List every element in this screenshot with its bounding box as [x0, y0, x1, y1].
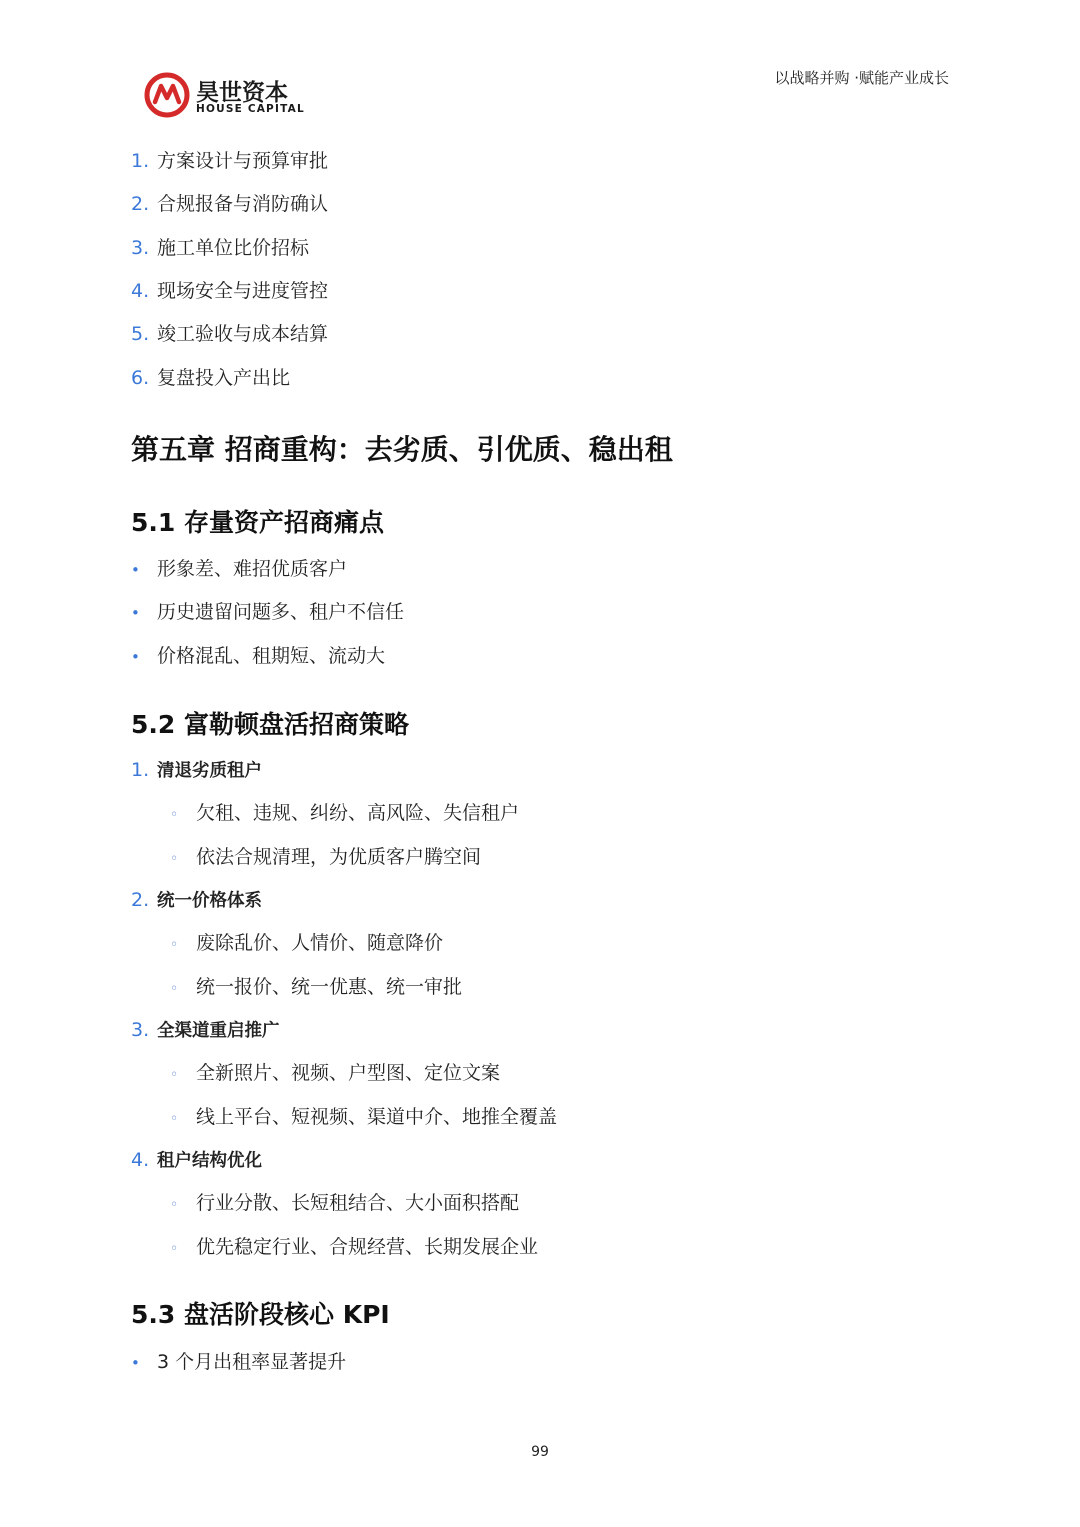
- list-item: [131, 235, 309, 261]
- section-heading-5-3: 5.3 盘活阶段核心 KPI: [131, 1300, 390, 1329]
- page-number: 99: [531, 1444, 549, 1460]
- list-number: 3.: [131, 1019, 150, 1041]
- strategy-item: [131, 887, 262, 914]
- bullet-icon: •: [131, 604, 140, 622]
- list-number: 3.: [131, 237, 150, 259]
- sub-item: [170, 1190, 519, 1218]
- sub-item-text: 线上平台、短视频、渠道中介、地推全覆盖: [196, 1106, 558, 1128]
- circle-bullet-icon: ◦: [170, 1241, 179, 1257]
- list-number: 5.: [131, 323, 150, 345]
- list-number: 4.: [131, 1149, 150, 1171]
- strategy-item: [131, 1147, 262, 1174]
- sub-item-text: 全新照片、视频、户型图、定位文案: [196, 1062, 501, 1084]
- list-item-text: 方案设计与预算审批: [157, 150, 329, 172]
- list-item-text: 合规报备与消防确认: [157, 193, 329, 215]
- sub-item-text: 废除乱价、人情价、随意降价: [196, 932, 444, 954]
- list-number: 4.: [131, 280, 150, 302]
- list-item: [131, 321, 328, 347]
- circle-bullet-icon: ◦: [170, 1197, 179, 1213]
- bullet-text: 价格混乱、租期短、流动大: [157, 645, 386, 667]
- list-number: 1.: [131, 150, 150, 172]
- circle-bullet-icon: ◦: [170, 1067, 179, 1083]
- section-heading-5-2: 5.2 富勒顿盘活招商策略: [131, 710, 409, 739]
- circle-bullet-icon: ◦: [170, 807, 179, 823]
- header-tagline: 以战略并购 ·赋能产业成长: [774, 69, 949, 87]
- strategy-title: 统一价格体系: [157, 891, 262, 911]
- sub-item-text: 优先稳定行业、合规经营、长期发展企业: [196, 1236, 539, 1258]
- circle-bullet-icon: ◦: [170, 937, 179, 953]
- list-item-text: 复盘投入产出比: [157, 367, 291, 389]
- strategy-title: 租户结构优化: [157, 1151, 262, 1171]
- logo-mark-icon: [144, 72, 190, 118]
- sub-item: [170, 930, 443, 958]
- circle-bullet-icon: ◦: [170, 981, 179, 997]
- strategy-title: 全渠道重启推广: [157, 1021, 280, 1041]
- list-number: 6.: [131, 367, 150, 389]
- logo-english-name: HOUSE CAPITAL: [196, 103, 305, 115]
- list-item: [131, 191, 328, 217]
- section-heading-5-1: 5.1 存量资产招商痛点: [131, 508, 384, 537]
- list-number: 1.: [131, 759, 150, 781]
- list-item: [131, 278, 328, 304]
- sub-item-text: 行业分散、长短租结合、大小面积搭配: [196, 1192, 520, 1214]
- strategy-item: [131, 1017, 280, 1044]
- sub-item: [170, 1060, 500, 1088]
- list-item: [131, 365, 290, 391]
- bullet-item: [131, 556, 347, 583]
- list-number: 2.: [131, 889, 150, 911]
- bullet-text: 3 个月出租率显著提升: [157, 1351, 347, 1373]
- sub-item: [170, 1104, 557, 1132]
- sub-item-text: 统一报价、统一优惠、统一审批: [196, 976, 463, 998]
- bullet-icon: •: [131, 1354, 140, 1372]
- bullet-item: [131, 599, 404, 626]
- bullet-item: [131, 1349, 346, 1376]
- bullet-icon: •: [131, 648, 140, 666]
- company-logo: [144, 72, 314, 122]
- sub-item-text: 欠租、违规、纠纷、高风险、失信租户: [196, 802, 520, 824]
- bullet-item: [131, 643, 385, 670]
- logo-chinese-name: 昊世资本: [196, 80, 288, 106]
- sub-item-text: 依法合规清理，为优质客户腾空间: [196, 846, 482, 868]
- list-item: [131, 148, 328, 174]
- circle-bullet-icon: ◦: [170, 851, 179, 867]
- bullet-text: 历史遗留问题多、租户不信任: [157, 601, 405, 623]
- list-number: 2.: [131, 193, 150, 215]
- circle-bullet-icon: ◦: [170, 1111, 179, 1127]
- list-item-text: 现场安全与进度管控: [157, 280, 329, 302]
- chapter-title: 第五章 招商重构：去劣质、引优质、稳出租: [131, 433, 673, 466]
- bullet-text: 形象差、难招优质客户: [157, 558, 348, 580]
- sub-item: [170, 974, 462, 1002]
- sub-item: [170, 844, 481, 872]
- sub-item: [170, 800, 519, 828]
- strategy-title: 清退劣质租户: [157, 761, 262, 781]
- strategy-item: [131, 757, 262, 784]
- list-item-text: 施工单位比价招标: [157, 237, 310, 259]
- bullet-icon: •: [131, 561, 140, 579]
- list-item-text: 竣工验收与成本结算: [157, 323, 329, 345]
- sub-item: [170, 1234, 538, 1262]
